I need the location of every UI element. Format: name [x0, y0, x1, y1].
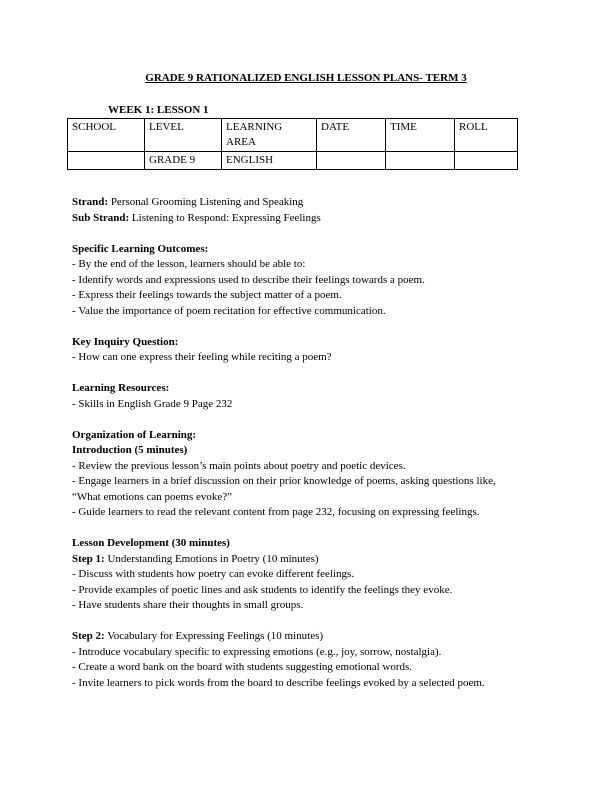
step1-title: Understanding Emotions in Poetry (10 minutes)	[104, 552, 319, 565]
list-item: - Create a word bank on the board with students suggesting emotional words.	[72, 661, 413, 673]
step1-line	[72, 552, 552, 568]
step2-label: Step 2:	[72, 630, 105, 642]
introduction-heading: Introduction (5 minutes)	[72, 444, 188, 456]
slo-heading: Specific Learning Outcomes:	[72, 242, 209, 255]
table-header-cell: DATE	[317, 119, 386, 152]
table-cell: GRADE 9	[145, 152, 222, 170]
step2-line	[72, 629, 552, 645]
strand-label: Strand:	[72, 196, 109, 208]
document-title: GRADE 9 RATIONALIZED ENGLISH LESSON PLANS- TERM 3	[145, 72, 467, 84]
table-header-cell: ROLL	[455, 119, 518, 152]
table-cell: ENGLISH	[222, 152, 317, 170]
list-item: “What emotions can poems evoke?”	[72, 490, 233, 503]
strand-line	[72, 195, 552, 211]
table-header-cell: TIME	[386, 119, 455, 152]
table-cell	[317, 152, 386, 170]
table-cell	[455, 152, 518, 170]
lesson-content	[72, 195, 552, 691]
table-row	[68, 152, 518, 170]
strand-value: Personal Grooming Listening and Speaking	[108, 196, 304, 208]
list-item: - By the end of the lesson, learners should be able to:	[72, 258, 306, 270]
list-item: - Identify words and expressions used to describe their feelings towards a poem.	[72, 273, 425, 286]
list-item: - Review the previous lesson’s main points about poetry and poetic devices.	[72, 459, 406, 472]
sub-strand-line	[72, 211, 552, 227]
week-lesson-label: WEEK 1: LESSON 1	[108, 104, 209, 116]
table-cell	[68, 152, 145, 170]
resources-heading: Learning Resources:	[72, 382, 170, 394]
table-cell	[386, 152, 455, 170]
list-item: - Introduce vocabulary specific to expressing emotions (e.g., joy, sorrow, nostalgia).	[72, 645, 442, 658]
kiq-heading: Key Inquiry Question:	[72, 335, 179, 348]
table-header-row	[68, 119, 518, 152]
list-item: - Engage learners in a brief discussion on their prior knowledge of poems, asking questions like,	[72, 475, 496, 487]
step2-title: Vocabulary for Expressing Feelings (10 minutes)	[104, 630, 324, 642]
list-item: - Skills in English Grade 9 Page 232	[72, 397, 233, 410]
list-item: - Have students share their thoughts in small groups.	[72, 599, 304, 611]
table-header-cell: LEARNING AREA	[222, 119, 317, 152]
table-header-cell: SCHOOL	[68, 119, 145, 152]
organization-heading: Organization of Learning:	[72, 428, 197, 441]
table-header-cell: LEVEL	[145, 119, 222, 152]
list-item: - Express their feelings towards the subject matter of a poem.	[72, 289, 342, 301]
list-item: - Value the importance of poem recitation for effective communication.	[72, 304, 386, 317]
list-item: - Provide examples of poetic lines and ask students to identify the feelings they evoke.	[72, 583, 453, 596]
list-item: - How can one express their feeling while reciting a poem?	[72, 351, 332, 363]
sub-strand-label: Sub Strand:	[72, 211, 130, 224]
list-item: - Discuss with students how poetry can evoke different feelings.	[72, 568, 355, 580]
step1-label: Step 1:	[72, 552, 105, 565]
lesson-info-table	[67, 118, 518, 170]
list-item: - Guide learners to read the relevant content from page 232, focusing on expressing feelings.	[72, 506, 480, 518]
sub-strand-value: Listening to Respond: Expressing Feelings	[129, 211, 321, 224]
list-item: - Invite learners to pick words from the board to describe feelings evoked by a selected poem.	[72, 676, 485, 689]
development-heading: Lesson Development (30 minutes)	[72, 537, 230, 549]
